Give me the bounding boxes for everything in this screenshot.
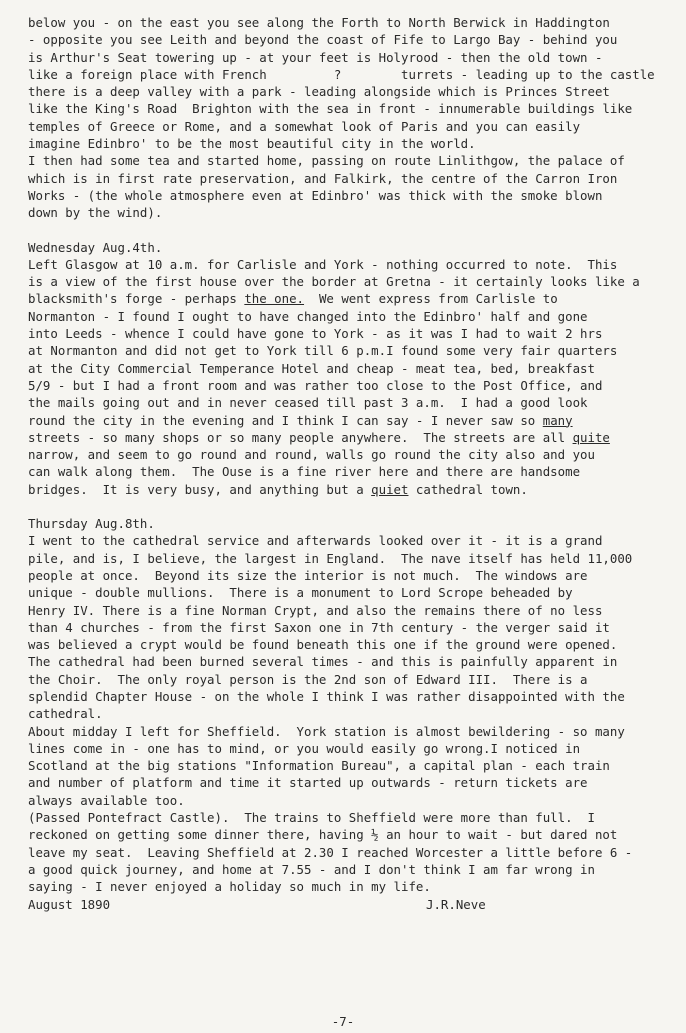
text-line: below you - on the east you see along the Forth to North Berwick in Haddington: [28, 15, 610, 30]
text-line: Henry IV. There is a fine Norman Crypt, and also the remains there of no less: [28, 602, 603, 618]
document-body: [28, 14, 662, 896]
text-line: About midday I left for Sheffield. York station is almost bewildering - so many: [28, 723, 625, 739]
text-line: unique - double mullions. There is a monument to Lord Scrope beheaded by: [28, 585, 573, 601]
text-line: Left Glasgow at 10 a.m. for Carlisle and York - nothing occurred to note. This: [28, 256, 618, 272]
section-thursday: [28, 515, 662, 896]
underlined-text: quiet: [371, 481, 409, 497]
text-line: cathedral.: [28, 706, 103, 722]
text-line: streets - so many shops or so many people anywhere. The streets are all quite: [28, 429, 610, 445]
text-line: I went to the cathedral service and afterwards looked over it - it is a grand: [28, 533, 603, 549]
text-line: Normanton - I found I ought to have changed into the Edinbro' half and gone: [28, 308, 588, 324]
footer-date: August 1890: [28, 897, 111, 912]
entry-heading: Thursday Aug.8th.: [28, 516, 155, 532]
text-line: reckoned on getting some dinner there, having ½ an hour to wait - but dared not: [28, 827, 618, 843]
underlined-text: many: [542, 412, 573, 428]
text-line: narrow, and seem to go round and round, walls go round the city also and you: [28, 447, 595, 463]
text-line: down by the wind).: [28, 205, 163, 221]
text-line: into Leeds - whence I could have gone to York - as it was I had to wait 2 hrs: [28, 326, 603, 342]
text-line: 5/9 - but I had a front room and was rather too close to the Post Office, and: [28, 377, 603, 393]
text-line: saying - I never enjoyed a holiday so much in my life.: [28, 879, 431, 895]
text-line: at the City Commercial Temperance Hotel and cheap - meat tea, bed, breakfast: [28, 360, 595, 376]
text-line: I then had some tea and started home, passing on route Linlithgow, the palace of: [28, 153, 625, 169]
text-line: temples of Greece or Rome, and a somewhat look of Paris and you can easily: [28, 118, 581, 134]
section-edinburgh: [28, 14, 662, 222]
entry-heading: Wednesday Aug.4th.: [28, 239, 163, 255]
text-line: a good quick journey, and home at 7.55 - and I don't think I am far wrong in: [28, 861, 595, 877]
underlined-text: quite: [572, 429, 610, 445]
text-line: is a view of the first house over the border at Gretna - it certainly looks like a: [28, 274, 640, 290]
text-line: The cathedral had been burned several times - and this is painfully apparent in: [28, 654, 618, 670]
text-line: leave my seat. Leaving Sheffield at 2.30 I reached Worcester a little before 6 -: [28, 844, 633, 860]
text-line: pile, and is, I believe, the largest in England. The nave itself has held 11,000: [28, 550, 633, 566]
text-line: people at once. Beyond its size the interior is not much. The windows are: [28, 567, 588, 583]
text-line: (Passed Pontefract Castle). The trains to Sheffield were more than full. I: [28, 810, 595, 826]
text-line: blacksmith's forge - perhaps the one. We went express from Carlisle to: [28, 291, 558, 307]
text-line: which is in first rate preservation, and Falkirk, the centre of the Carron Iron: [28, 170, 618, 186]
text-line: Scotland at the big stations "Information Bureau", a capital plan - each train: [28, 758, 610, 774]
footer-author: J.R.Neve: [426, 897, 486, 912]
text-line: lines come in - one has to mind, or you would easily go wrong.I noticed in: [28, 740, 581, 756]
text-line: the Choir. The only royal person is the 2nd son of Edward III. There is a: [28, 671, 588, 687]
text-line: always available too.: [28, 792, 185, 808]
text-line: at Normanton and did not get to York till 6 p.m.I found some very fair quarters: [28, 343, 618, 359]
text-line: Works - (the whole atmosphere even at Edinbro' was thick with the smoke blown: [28, 187, 603, 203]
text-line: round the city in the evening and I think I can say - I never saw so many: [28, 412, 573, 428]
text-line: was believed a crypt would be found beneath this one if the ground were opened.: [28, 637, 618, 653]
text-line: like a foreign place with French ? turrets - leading up to the castle: [28, 66, 655, 82]
text-line: imagine Edinbro' to be the most beautiful city in the world.: [28, 136, 476, 152]
text-line: bridges. It is very busy, and anything but a quiet cathedral town.: [28, 481, 528, 497]
text-line: like the King's Road Brighton with the sea in front - innumerable buildings like: [28, 101, 633, 117]
text-line: the mails going out and in never ceased till past 3 a.m. I had a good look: [28, 395, 588, 411]
page-number: -7-: [331, 1014, 355, 1029]
text-line: there is a deep valley with a park - leading alongside which is Princes Street: [28, 84, 610, 100]
underlined-text: the one.: [244, 291, 305, 307]
text-line: splendid Chapter House - on the whole I think I was rather disappointed with the: [28, 688, 625, 704]
text-line: - opposite you see Leith and beyond the coast of Fife to Largo Bay - behind you: [28, 32, 618, 48]
text-line: than 4 churches - from the first Saxon one in 7th century - the verger said it: [28, 619, 610, 635]
section-wednesday: [28, 239, 662, 498]
text-line: and number of platform and time it started up outwards - return tickets are: [28, 775, 588, 791]
text-line: can walk along them. The Ouse is a fine river here and there are handsome: [28, 464, 581, 480]
text-line: is Arthur's Seat towering up - at your feet is Holyrood - then the old town -: [28, 49, 603, 65]
